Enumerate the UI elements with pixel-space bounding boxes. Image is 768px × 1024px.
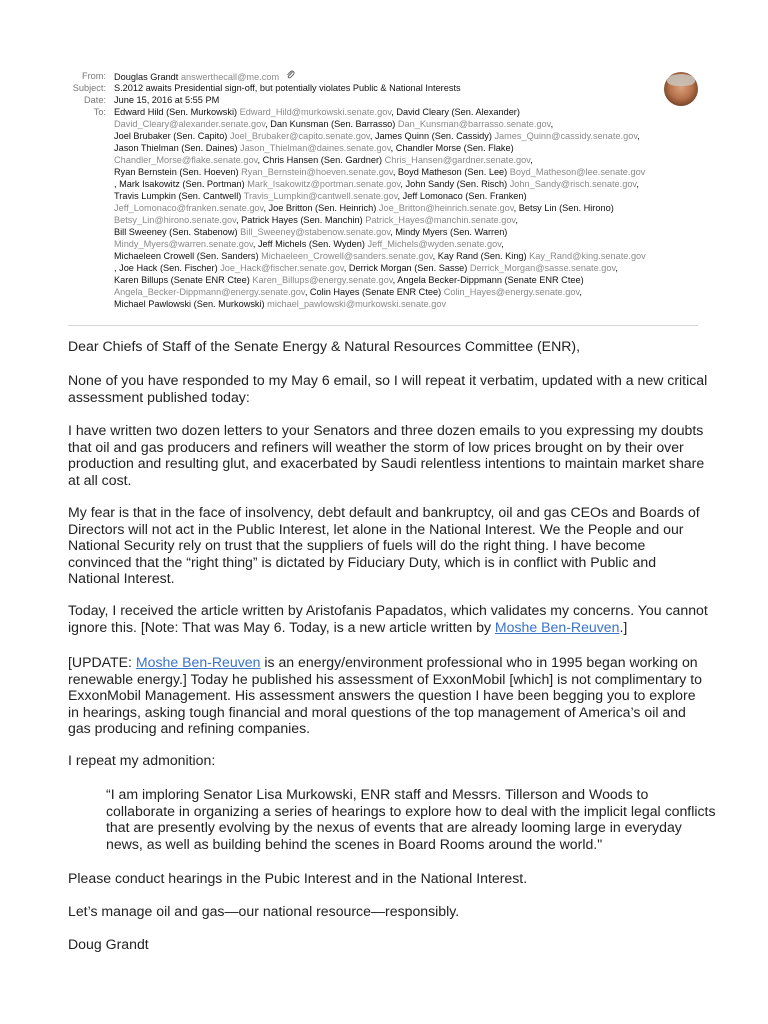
sender-avatar — [664, 72, 698, 106]
paragraph-1: None of you have responded to my May 6 email, so I will repeat it verbatim, updated with a new critical assessment published today: — [68, 372, 708, 405]
recipient-name[interactable]: Michaeleen Crowell (Sen. Sanders) — [114, 251, 259, 261]
recipient-name[interactable]: , — [615, 263, 618, 273]
recipient-line — [114, 226, 507, 238]
recipient-email[interactable]: Colin_Hayes@energy.senate.gov — [441, 287, 580, 297]
header-divider — [68, 325, 698, 326]
recipient-email[interactable]: Derrick_Morgan@sasse.senate.gov — [467, 263, 616, 273]
recipient-name[interactable]: , — [530, 155, 533, 165]
recipient-name[interactable]: , — [515, 215, 518, 225]
recipient-name[interactable]: , Kay Rand (Sen. King) — [432, 251, 527, 261]
recipient-name[interactable]: Jason Thielman (Sen. Daines) — [114, 143, 238, 153]
recipient-email[interactable]: James_Quinn@cassidy.senate.gov — [491, 131, 638, 141]
paragraph-6: I repeat my admonition: — [68, 752, 216, 768]
recipient-email[interactable]: Jeff_Michels@wyden.senate.gov — [364, 239, 502, 249]
recipient-name[interactable]: , David Cleary (Sen. Alexander) — [391, 107, 520, 117]
recipient-line — [114, 106, 520, 118]
recipient-email[interactable]: Joe_Britton@heinrich.senate.gov — [376, 203, 514, 213]
recipient-email[interactable]: Chandler_Morse@flake.senate.gov — [114, 155, 258, 165]
recipient-email[interactable]: Bill_Sweeney@stabenow.senate.gov — [237, 227, 391, 237]
attachment-icon — [286, 72, 295, 82]
subject-label: Subject: — [72, 83, 106, 93]
paragraph-4-text: Today, I received the article written by Aristofanis Papadatos, which validates my concerns. You cannot ignore this. [Note: That was May 6. Today, is a new article written by — [68, 602, 708, 635]
recipient-line — [114, 238, 504, 250]
recipient-line — [114, 130, 640, 142]
paragraph-4-end: .] — [619, 618, 628, 635]
recipient-email[interactable]: Boyd_Matheson@lee.senate.gov — [507, 167, 646, 177]
recipient-email[interactable]: Betsy_Lin@hirono.senate.gov — [114, 215, 237, 225]
recipient-email[interactable]: Kay_Rand@king.senate.gov — [526, 251, 646, 261]
recipient-name[interactable]: Michael Pawlowski (Sen. Murkowski) — [114, 299, 265, 309]
recipient-name[interactable]: , Jeff Lomonaco (Sen. Franken) — [397, 191, 527, 201]
recipient-line — [114, 178, 639, 190]
recipient-line — [114, 286, 582, 298]
recipient-line — [114, 166, 645, 178]
recipient-email[interactable]: David_Cleary@alexander.senate.gov — [114, 119, 266, 129]
recipient-email[interactable]: Angela_Becker-Dippmann@energy.senate.gov — [114, 287, 305, 297]
recipient-name[interactable]: , James Quinn (Sen. Cassidy) — [369, 131, 492, 141]
recipient-name[interactable]: , Boyd Matheson (Sen. Lee) — [392, 167, 508, 177]
recipient-name[interactable]: , Mindy Myers (Sen. Warren) — [390, 227, 508, 237]
recipient-name[interactable]: , — [550, 119, 554, 129]
recipient-name[interactable]: , Joe Britton (Sen. Heinrich) — [263, 203, 377, 213]
recipient-name[interactable]: , — [637, 131, 640, 141]
from-label: From: — [82, 71, 106, 81]
recipient-email[interactable]: Joe_Hack@fischer.senate.gov — [217, 263, 344, 273]
sender-email[interactable]: answerthecall@me.com — [180, 72, 280, 82]
paragraph-5-start: [UPDATE: — [68, 654, 136, 670]
recipient-email[interactable]: Travis_Lumpkin@cantwell.senate.gov — [241, 191, 398, 201]
recipient-email[interactable]: Jason_Thielman@daines.senate.gov — [237, 143, 391, 153]
moshe-link-1[interactable]: Moshe Ben-Reuven — [494, 618, 620, 635]
recipient-email[interactable]: Jeff_Lomonaco@franken.senate.gov — [114, 203, 264, 213]
recipient-line — [114, 142, 514, 154]
signature: Doug Grandt — [68, 936, 149, 952]
recipient-line — [114, 190, 527, 202]
recipient-email[interactable]: John_Sandy@risch.senate.gov — [507, 179, 637, 189]
recipient-name[interactable]: , Mark Isakowitz (Sen. Portman) — [114, 179, 245, 189]
recipient-email[interactable]: Joel_Brubaker@capito.senate.gov — [227, 131, 370, 141]
quoted-admonition: “I am imploring Senator Lisa Murkowski, ENR staff and Messrs. Tillerson and Woods to collaborate in organizing a series of hearings to explore how to deal with the implicit legal conflicts that are presently evolving by the nexus of events that are already looming large in everyday news, as well as building behind the scenes in Board Rooms around the world." — [106, 786, 716, 852]
recipient-name[interactable]: Bill Sweeney (Sen. Stabenow) — [114, 227, 238, 237]
recipient-name[interactable]: , — [501, 239, 504, 249]
from-row — [0, 70, 768, 82]
recipient-line — [114, 250, 646, 262]
subject-row — [0, 82, 768, 94]
recipient-name[interactable]: , Colin Hayes (Senate ENR Ctee) — [304, 287, 442, 297]
date-text: June 15, 2016 at 5:55 PM — [114, 95, 220, 105]
paragraph-3: My fear is that in the face of insolvency, debt default and bankruptcy, oil and gas CEOs and Boards of Directors will not act in the Public Interest, let alone in the National Interest. We the People and our National Security rely on trust that the suppliers of fuels will do the right thing. I have become convinced that the “right thing” is dictated by Fiduciary Duty, which is in conflict with Public and National Interest. — [68, 504, 700, 587]
recipient-line — [114, 118, 553, 130]
recipient-email[interactable]: michael_pawlowski@murkowski.senate.gov — [264, 299, 447, 309]
recipient-name[interactable]: , Chandler Morse (Sen. Flake) — [390, 143, 514, 153]
paragraph-5-text: is an energy/environment professional who in 1995 began working on renewable energy.] Today he published his assessment of ExxonMobil [which] is not complimentary to ExxonMobil Management. His assessment answers the question I have been begging you to explore in hearings, asking tough financial and moral questions of the top management of America’s oil and gas producing and refining companies. — [68, 654, 703, 737]
moshe-link-2[interactable]: Moshe Ben-Reuven — [135, 654, 261, 670]
recipient-line — [114, 154, 533, 166]
recipient-email[interactable]: Mindy_Myers@warren.senate.gov — [114, 239, 253, 249]
sender-name[interactable]: Douglas Grandt — [114, 72, 179, 82]
recipient-line — [114, 262, 618, 274]
recipient-line — [114, 298, 446, 310]
recipient-email[interactable]: Mark_Isakowitz@portman.senate.gov — [244, 179, 401, 189]
recipient-email[interactable]: Karen_Billups@energy.senate.gov — [249, 275, 393, 285]
recipient-name[interactable]: , Derrick Morgan (Sen. Sasse) — [343, 263, 468, 273]
recipient-name[interactable]: , John Sandy (Sen. Risch) — [400, 179, 508, 189]
recipient-name[interactable]: Edward Hild (Sen. Murkowski) — [114, 107, 238, 117]
paragraph-5 — [68, 654, 708, 737]
recipient-email[interactable]: Dan_Kunsman@barrasso.senate.gov — [395, 119, 551, 129]
recipient-line — [114, 214, 518, 226]
recipient-email[interactable]: Michaeleen_Crowell@sanders.senate.gov — [258, 251, 433, 261]
recipient-name[interactable]: , Betsy Lin (Sen. Hirono) — [513, 203, 614, 213]
recipient-name[interactable]: Joel Brubaker (Sen. Capito) — [114, 131, 228, 141]
subject-text: S.2012 awaits Presidential sign-off, but potentially violates Public & National Interests — [114, 83, 461, 93]
paragraph-2: I have written two dozen letters to your Senators and three dozen emails to you expressing my doubts that oil and gas producers and refiners will weather the storm of low prices brought on by their over production and resulting glut, and exacerbated by Saudi relentless intentions to maintain market share at all cost. — [68, 422, 705, 488]
to-label: To: — [93, 107, 106, 117]
recipient-name[interactable]: , Joe Hack (Sen. Fischer) — [114, 263, 218, 273]
recipient-name[interactable]: Ryan Bernstein (Sen. Hoeven) — [114, 167, 239, 177]
date-row — [0, 94, 768, 106]
recipient-name[interactable]: , Jeff Michels (Sen. Wyden) — [252, 239, 365, 249]
recipient-name[interactable]: , — [579, 287, 582, 297]
paragraph-8: Let’s manage oil and gas—our national resource—responsibly. — [68, 903, 460, 919]
date-label: Date: — [84, 95, 106, 105]
recipient-name[interactable]: Karen Billups (Senate ENR Ctee) — [114, 275, 250, 285]
recipient-name[interactable]: , — [636, 179, 639, 189]
recipient-email[interactable]: Chris_Hansen@gardner.senate.gov — [382, 155, 531, 165]
paragraph-7: Please conduct hearings in the Pubic Interest and in the National Interest. — [68, 870, 528, 886]
recipient-name[interactable]: , Chris Hansen (Sen. Gardner) — [257, 155, 383, 165]
paragraph-4 — [68, 602, 708, 635]
recipient-line — [114, 274, 584, 286]
recipient-name[interactable]: Travis Lumpkin (Sen. Cantwell) — [114, 191, 242, 201]
recipient-name[interactable]: , Patrick Hayes (Sen. Manchin) — [236, 215, 363, 225]
recipient-email[interactable]: Patrick_Hayes@manchin.senate.gov — [362, 215, 516, 225]
recipient-name[interactable]: , Dan Kunsman (Sen. Barrasso) — [265, 119, 396, 129]
recipient-line — [114, 202, 614, 214]
recipient-name[interactable]: , Angela Becker-Dippmann (Senate ENR Ctee) — [392, 275, 584, 285]
recipient-email[interactable]: Edward_Hild@murkowski.senate.gov — [237, 107, 392, 117]
recipient-email[interactable]: Ryan_Bernstein@hoeven.senate.gov — [238, 167, 393, 177]
salutation: Dear Chiefs of Staff of the Senate Energy & Natural Resources Committee (ENR), — [68, 338, 581, 354]
